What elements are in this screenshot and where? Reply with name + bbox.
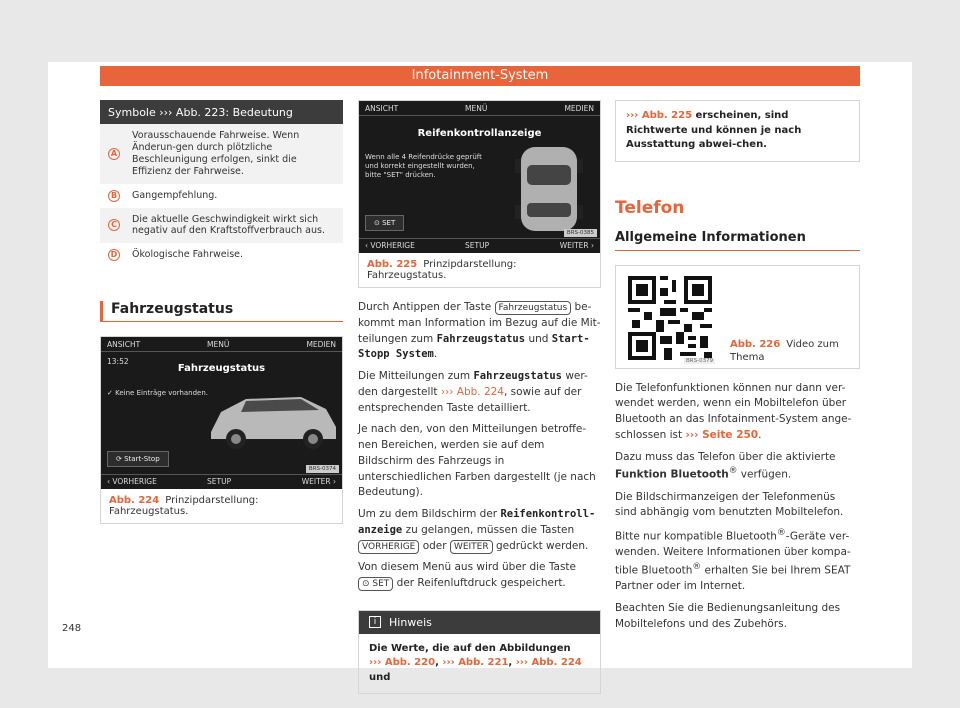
car-top-view-icon <box>509 143 589 235</box>
figure-code: BRS-0374 <box>306 465 339 473</box>
page-number: 248 <box>62 623 82 634</box>
section-title-fahrzeugstatus: Fahrzeugstatus <box>100 301 343 322</box>
infotainment-screen-tyre-monitor <box>359 101 600 253</box>
symbol-letter: B <box>108 190 120 202</box>
screen-tab-ansicht[interactable]: ANSICHT <box>107 340 141 350</box>
start-stop-button[interactable]: ⟳ Start-Stop <box>107 451 169 467</box>
section-title-telefon: Telefon <box>615 197 685 218</box>
key-vorherige: VORHERIGE <box>358 540 419 554</box>
hint-box <box>358 610 601 695</box>
symbol-text: Vorausschauende Fahrweise. Wenn Änderun-gen durch plötzliche Beschleunigung erfolgen, sinkt die Effizienz der Fahrweise. <box>128 124 343 184</box>
figure-caption: Abb. 226 Video zum Thema <box>730 338 839 363</box>
table-row <box>100 184 343 208</box>
table-row <box>100 208 343 244</box>
paragraph: Je nach den, von den Mitteilungen betroffe-nen Bereichen, werden sie auf dem Bildschirm des Fahrzeugs in unterschiedlichen Farben dargestellt (je nach Bedeutung). <box>358 423 596 499</box>
screen-divider <box>101 351 342 352</box>
figure-reference-link[interactable]: ››› Abb. 220 <box>369 657 436 669</box>
info-icon: i <box>369 616 381 628</box>
screen-tab-medien[interactable]: MEDIEN <box>564 104 594 113</box>
figure-reference-link[interactable]: ››› Abb. 225 <box>626 110 693 121</box>
column-right <box>615 100 860 633</box>
symbol-letter: D <box>108 249 120 261</box>
screen-tab-menu[interactable]: MENÜ <box>465 104 488 113</box>
key-fahrzeugstatus: Fahrzeugstatus <box>495 301 572 315</box>
infotainment-screen-vehicle-status <box>101 337 342 489</box>
figure-225 <box>358 100 601 288</box>
symbol-letter: C <box>108 219 120 231</box>
paragraph: Dazu muss das Telefon über die aktivierte Funktion Bluetooth® verfügen. <box>615 450 836 481</box>
qr-code-icon[interactable] <box>624 272 716 364</box>
set-button[interactable]: ⊙ SET <box>365 215 404 231</box>
next-button[interactable]: WEITER › <box>301 477 336 487</box>
screen-entry: ✓ Keine Einträge vorhanden. <box>107 389 209 398</box>
previous-button[interactable]: ‹ VORHERIGE <box>107 477 157 487</box>
symbol-table <box>100 100 343 267</box>
screen-divider <box>101 474 342 475</box>
figure-reference-link[interactable]: ››› Abb. 224 <box>515 657 582 669</box>
figure-code: BRS-0379 <box>686 357 714 364</box>
hint-header <box>359 611 600 634</box>
figure-reference-link[interactable]: ››› Abb. 224 <box>440 385 504 398</box>
car-icon <box>201 377 341 457</box>
page-reference-link[interactable]: ››› Seite 250 <box>685 428 759 441</box>
screen-clock: 13:52 <box>107 357 129 367</box>
symbol-text: Gangempfehlung. <box>132 189 218 201</box>
symbol-letter: A <box>108 148 120 160</box>
symbol-table-heading: Symbole ››› Abb. 223: Bedeutung <box>100 100 343 124</box>
hint-text: Die Werte, die auf den Abbildungen ››› Abb. 220, ››› Abb. 221, ››› Abb. 224 und <box>369 642 582 683</box>
check-icon: ✓ <box>107 389 113 398</box>
figure-reference-link[interactable]: ››› Abb. 221 <box>442 657 509 669</box>
paragraph: Die Mitteilungen zum Fahrzeugstatus wer-den dargestellt ››› Abb. 224, sowie auf der entsprechenden Taste detailliert. <box>358 370 588 414</box>
screen-title: Reifenkontrollanzeige <box>417 128 542 139</box>
tyre-pressure-icon: ⊙ <box>374 219 380 227</box>
hint-continuation: ››› Abb. 225 erscheinen, sind Richtwerte und können je nach Ausstattung abwei-chen. <box>615 100 860 162</box>
paragraph: Durch Antippen der Taste Fahrzeugstatus be-kommt man Information im Bezug auf die Mit-teilungen zum Fahrzeugstatus und Start-Stopp System. <box>358 301 601 361</box>
paragraph: Um zu dem Bildschirm der Reifenkontroll-anzeige zu gelangen, müssen die Tasten VORHERIGE oder WEITER gedrückt werden. <box>358 508 596 552</box>
paragraph: Von diesem Menü aus wird über die Taste ⊙ SET der Reifenluftdruck gespeichert. <box>358 561 576 589</box>
column-middle <box>358 100 601 694</box>
table-row <box>100 243 343 267</box>
key-set: ⊙ SET <box>358 577 393 591</box>
screen-title: Fahrzeugstatus <box>177 363 266 375</box>
figure-224 <box>100 336 343 524</box>
next-button[interactable]: WEITER › <box>559 241 594 250</box>
paragraph: Beachten Sie die Bedienungsanleitung des Mobiltelefons und des Zubehörs. <box>615 602 841 630</box>
screen-tab-ansicht[interactable]: ANSICHT <box>365 104 399 113</box>
hint-title: Hinweis <box>389 615 432 629</box>
previous-button[interactable]: ‹ VORHERIGE <box>365 241 415 250</box>
subsection-title: Allgemeine Informationen <box>615 230 860 251</box>
paragraph: Die Bildschirmanzeigen der Telefonmenüs sind abhängig vom benutzten Mobiltelefon. <box>615 490 844 519</box>
setup-button[interactable]: SETUP <box>207 477 232 487</box>
screen-tab-medien[interactable]: MEDIEN <box>306 340 336 350</box>
figure-caption: Abb. 224 Prinzipdarstellung: Fahrzeugstatus. <box>109 495 259 518</box>
figure-226 <box>615 265 860 369</box>
paragraph: Bitte nur kompatible Bluetooth®-Geräte ver-wenden. Weitere Informationen über kompa-tible Bluetooth® erhalten Sie bei Ihrem SEAT Partner oder im Internet. <box>615 528 851 593</box>
table-row <box>100 124 343 184</box>
setup-button[interactable]: SETUP <box>465 241 490 250</box>
screen-divider <box>359 115 600 116</box>
chapter-header: Infotainment-System <box>100 66 860 86</box>
figure-code: BRS-0385 <box>564 229 597 237</box>
figure-caption: Abb. 225 Prinzipdarstellung: Fahrzeugstatus. <box>367 259 517 281</box>
key-weiter: WEITER <box>450 540 493 554</box>
screen-divider <box>359 238 600 239</box>
symbol-text: Ökologische Fahrweise. <box>132 249 244 261</box>
symbol-text: Die aktuelle Geschwindigkeit wirkt sich negativ auf den Kraftstoffverbrauch aus. <box>128 208 343 244</box>
start-stop-icon: ⟳ <box>116 455 122 464</box>
screen-tab-menu[interactable]: MENÜ <box>207 340 230 350</box>
screen-message: Wenn alle 4 Reifendrücke geprüft und korrekt eingestellt wurden, bitte "SET" drücken. <box>365 153 482 180</box>
column-left <box>100 100 343 524</box>
paragraph: Die Telefonfunktionen können nur dann ver-wendet werden, wenn ein Mobiltelefon über Bluetooth an das Infotainment-System ange-schlossen ist ››› Seite 250. <box>615 381 852 441</box>
